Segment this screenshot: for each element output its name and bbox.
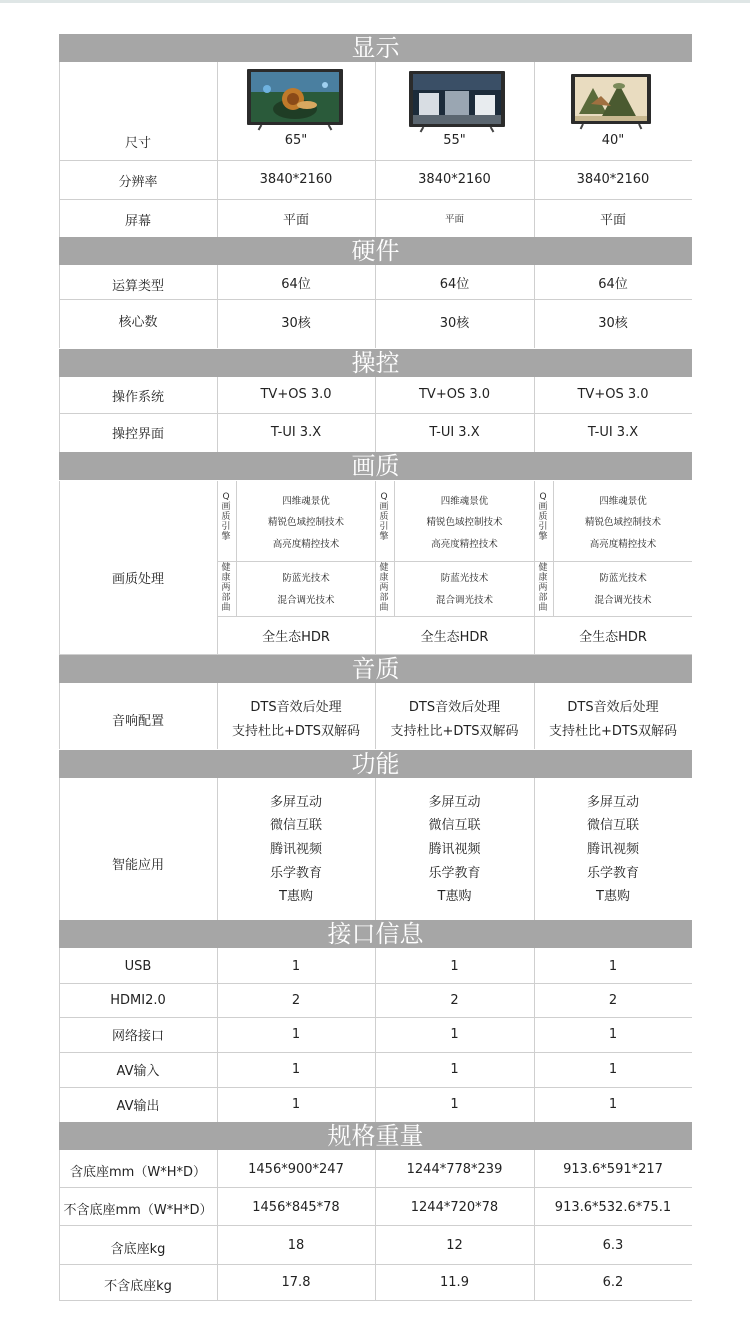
column-divider — [534, 265, 535, 348]
cell-usb: 1 — [291, 958, 301, 974]
column-divider — [534, 778, 535, 920]
cell-av_in: 1 — [608, 1061, 618, 1077]
cell-weight_with_base: 12 — [446, 1237, 463, 1253]
cell-dim_with_base: 1244*778*239 — [406, 1161, 503, 1177]
cell-usb: 1 — [450, 958, 459, 974]
cell-app-3: 乐学教育 — [269, 865, 322, 881]
cell-cores: 30核 — [439, 315, 470, 331]
cell-audio-1: DTS音效后处理 — [250, 699, 342, 715]
column-divider — [59, 683, 60, 749]
cell-dim_with_base: 913.6*591*217 — [563, 1161, 663, 1177]
row-divider — [59, 1300, 692, 1301]
section-header-specs: 规格重量 — [59, 1122, 692, 1150]
cell-os: TV+OS 3.0 — [260, 386, 332, 402]
column-divider — [534, 683, 535, 749]
cell-screen: 平面 — [444, 214, 464, 225]
cell-av_out: 1 — [450, 1096, 459, 1112]
q-feature-1: 精锐色域控制技术 — [267, 517, 344, 528]
section-header-hardware: 硬件 — [59, 237, 692, 265]
row-divider — [217, 616, 692, 617]
health-label: 健 康 两 部 曲 — [221, 563, 231, 613]
column-divider — [59, 481, 60, 654]
row-label-dim_with_base: 含底座mm（W*H*D） — [70, 1164, 206, 1180]
column-divider — [217, 948, 218, 1122]
cell-screen: 平面 — [282, 212, 309, 228]
column-divider — [217, 778, 218, 920]
q-feature-0: 四维魂景优 — [599, 496, 647, 507]
cell-resolution: 3840*2160 — [259, 171, 333, 187]
cell-size: 65" — [284, 132, 308, 148]
section-header-features: 功能 — [59, 750, 692, 778]
row-label-screen: 屏幕 — [124, 213, 151, 229]
cell-hdmi: 2 — [450, 992, 459, 1008]
health-feature-0: 防蓝光技术 — [599, 573, 647, 584]
section-header-ports: 接口信息 — [59, 920, 692, 948]
q-feature-0: 四维魂景优 — [282, 496, 330, 507]
column-divider — [534, 1150, 535, 1300]
column-divider — [217, 62, 218, 237]
cell-resolution: 3840*2160 — [576, 171, 650, 187]
cell-weight_without_base: 11.9 — [440, 1274, 469, 1290]
q-feature-1: 精锐色域控制技术 — [584, 517, 661, 528]
cell-app-0: 多屏互动 — [428, 794, 481, 810]
cell-app-4: T惠购 — [596, 889, 630, 905]
column-divider — [375, 377, 376, 452]
cell-app-1: 微信互联 — [269, 818, 322, 834]
cell-app-2: 腾讯视频 — [428, 841, 481, 857]
tv-snail-image — [247, 69, 343, 135]
cell-resolution: 3840*2160 — [418, 171, 491, 187]
column-divider — [217, 1150, 218, 1300]
cell-weight_with_base: 18 — [287, 1237, 305, 1253]
cell-audio-2: 支持杜比+DTS双解码 — [231, 723, 361, 739]
cell-app-1: 微信互联 — [586, 818, 639, 834]
cell-hdmi: 2 — [291, 992, 301, 1008]
cell-cores: 30核 — [281, 315, 311, 331]
cell-app-0: 多屏互动 — [269, 794, 322, 810]
row-label-picture_proc: 画质处理 — [111, 571, 164, 587]
cell-app-3: 乐学教育 — [586, 865, 639, 881]
cell-dim_without_base: 913.6*532.6*75.1 — [554, 1199, 672, 1215]
cell-weight_without_base: 17.8 — [281, 1274, 311, 1290]
cell-audio-2: 支持杜比+DTS双解码 — [548, 723, 678, 739]
tv-rocks-image — [571, 74, 651, 134]
column-divider — [217, 683, 218, 749]
cell-size: 40" — [601, 132, 625, 148]
health-label: 健 康 两 部 曲 — [379, 563, 389, 613]
column-divider — [534, 62, 535, 237]
row-label-av_in: AV输入 — [116, 1063, 160, 1079]
health-label: 健 康 两 部 曲 — [538, 563, 548, 613]
column-divider — [59, 265, 60, 348]
cell-cpu_type: 64位 — [598, 276, 628, 292]
column-divider — [375, 62, 376, 237]
cell-lan: 1 — [450, 1026, 459, 1042]
section-header-picture: 画质 — [59, 452, 692, 480]
cell-lan: 1 — [291, 1026, 301, 1042]
cell-av_out: 1 — [291, 1096, 301, 1112]
cell-hdr: 全生态HDR — [420, 629, 489, 645]
row-label-size: 尺寸 — [124, 135, 151, 151]
q-feature-2: 高亮度精控技术 — [589, 539, 657, 550]
cell-ui: T-UI 3.X — [429, 424, 480, 440]
cell-audio-1: DTS音效后处理 — [408, 699, 501, 715]
row-label-smart_apps: 智能应用 — [111, 857, 164, 873]
column-divider — [375, 265, 376, 348]
cell-hdr: 全生态HDR — [579, 629, 647, 645]
column-divider — [375, 948, 376, 1122]
cell-cores: 30核 — [598, 315, 628, 331]
cell-dim_with_base: 1456*900*247 — [248, 1161, 344, 1177]
cell-audio-1: DTS音效后处理 — [567, 699, 659, 715]
cell-app-0: 多屏互动 — [586, 794, 639, 810]
column-divider — [375, 683, 376, 749]
cell-weight_without_base: 6.2 — [602, 1274, 624, 1290]
cell-dim_without_base: 1244*720*78 — [410, 1199, 499, 1215]
cell-os: TV+OS 3.0 — [577, 386, 649, 402]
q-feature-0: 四维魂景优 — [440, 496, 489, 507]
q-feature-1: 精锐色域控制技术 — [426, 517, 503, 528]
section-header-display: 显示 — [59, 34, 692, 62]
health-feature-0: 防蓝光技术 — [282, 573, 330, 584]
top-border — [0, 0, 750, 3]
cell-av_out: 1 — [608, 1096, 618, 1112]
cell-ui: T-UI 3.X — [587, 424, 639, 440]
cell-app-4: T惠购 — [437, 889, 472, 905]
q-engine-label: Q 画 质 引 擎 — [221, 492, 231, 542]
q-engine-label: Q 画 质 引 擎 — [538, 492, 548, 542]
cell-audio-2: 支持杜比+DTS双解码 — [390, 723, 519, 739]
cell-weight_with_base: 6.3 — [602, 1237, 624, 1253]
column-divider — [217, 265, 218, 348]
section-header-control: 操控 — [59, 349, 692, 377]
cell-usb: 1 — [608, 958, 618, 974]
health-feature-1: 混合调光技术 — [435, 595, 493, 606]
cell-app-2: 腾讯视频 — [269, 841, 322, 857]
column-divider — [534, 948, 535, 1122]
row-label-lan: 网络接口 — [111, 1028, 164, 1044]
health-feature-0: 防蓝光技术 — [440, 573, 489, 584]
cell-cpu_type: 64位 — [439, 276, 470, 292]
row-label-hdmi: HDMI2.0 — [110, 992, 166, 1008]
row-label-audio_config: 音响配置 — [111, 713, 164, 729]
row-label-av_out: AV输出 — [116, 1098, 160, 1114]
health-feature-1: 混合调光技术 — [277, 595, 335, 606]
cell-av_in: 1 — [291, 1061, 301, 1077]
cell-size: 55" — [443, 132, 466, 148]
cell-lan: 1 — [608, 1026, 618, 1042]
column-divider — [375, 1150, 376, 1300]
column-divider — [59, 1150, 60, 1300]
row-label-cpu_type: 运算类型 — [111, 278, 164, 294]
column-divider — [217, 377, 218, 452]
row-label-cores: 核心数 — [118, 314, 158, 330]
cell-screen: 平面 — [599, 212, 626, 228]
row-label-resolution: 分辨率 — [118, 174, 158, 190]
section-header-audio: 音质 — [59, 655, 692, 683]
row-label-usb: USB — [124, 958, 152, 974]
health-feature-1: 混合调光技术 — [594, 595, 652, 606]
cell-cpu_type: 64位 — [281, 276, 311, 292]
row-label-weight_without_base: 不含底座kg — [104, 1278, 172, 1294]
row-label-ui: 操控界面 — [111, 426, 164, 442]
row-label-dim_without_base: 不含底座mm（W*H*D） — [63, 1202, 213, 1218]
row-divider — [217, 561, 692, 562]
row-label-os: 操作系统 — [111, 389, 164, 405]
cell-os: TV+OS 3.0 — [418, 386, 491, 402]
cell-hdr: 全生态HDR — [262, 629, 330, 645]
column-divider — [375, 778, 376, 920]
column-divider — [59, 948, 60, 1122]
cell-app-4: T惠购 — [279, 889, 313, 905]
q-engine-label: Q 画 质 引 擎 — [379, 492, 389, 542]
cell-app-1: 微信互联 — [428, 818, 481, 834]
cell-av_in: 1 — [450, 1061, 459, 1077]
q-feature-2: 高亮度精控技术 — [272, 539, 340, 550]
q-feature-2: 高亮度精控技术 — [431, 539, 498, 550]
cell-app-3: 乐学教育 — [428, 865, 481, 881]
row-label-weight_with_base: 含底座kg — [110, 1241, 166, 1257]
cell-app-2: 腾讯视频 — [586, 841, 639, 857]
column-divider — [59, 778, 60, 920]
column-divider — [534, 377, 535, 452]
cell-dim_without_base: 1456*845*78 — [252, 1199, 340, 1215]
column-divider — [59, 62, 60, 237]
cell-ui: T-UI 3.X — [270, 424, 322, 440]
column-divider — [59, 377, 60, 452]
cell-hdmi: 2 — [608, 992, 618, 1008]
